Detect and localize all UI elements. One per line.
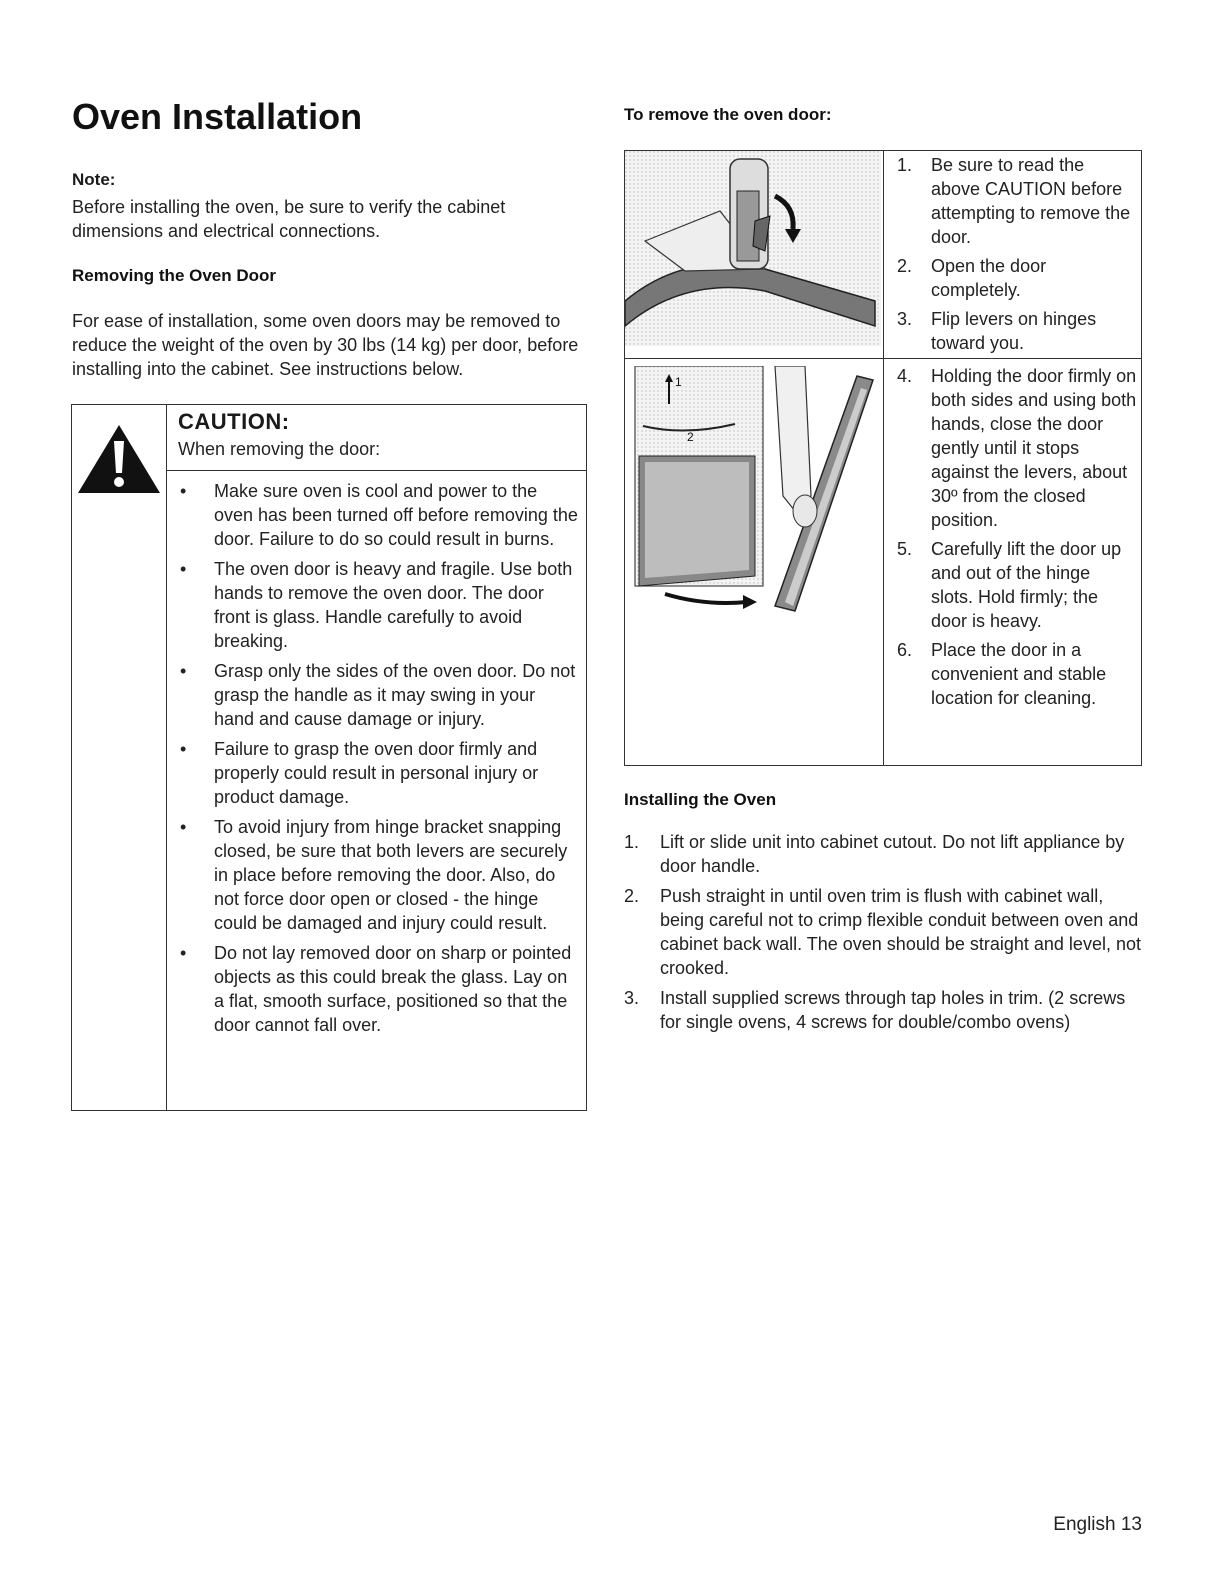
remove-steps-bottom bbox=[891, 364, 1137, 715]
step-text: Lift or slide unit into cabinet cutout. Do not lift appliance by door handle. bbox=[660, 832, 1125, 876]
installing-steps bbox=[624, 830, 1144, 1040]
list-item bbox=[891, 153, 1137, 249]
list-item bbox=[891, 638, 1137, 710]
caution-subtitle: When removing the door: bbox=[178, 439, 381, 459]
step-number: 1. bbox=[624, 832, 640, 852]
list-item bbox=[891, 307, 1137, 355]
step-text: Be sure to read the above CAUTION before attempting to remove the door. bbox=[931, 155, 1131, 247]
step-number: 1. bbox=[897, 155, 913, 175]
note-label: Note: bbox=[72, 170, 116, 189]
step-text: Holding the door firmly on both sides and using both hands, close the door gently until it stops against the levers, about 30º from the closed position. bbox=[931, 366, 1137, 530]
page-footer: English 13 bbox=[1053, 1514, 1142, 1535]
bullet: • bbox=[180, 943, 187, 963]
bullet: • bbox=[180, 739, 187, 759]
remove-door-heading: To remove the oven door: bbox=[624, 105, 832, 124]
removing-door-text: For ease of installation, some oven doors may be removed to reduce the weight of the oven by 30 lbs (14 kg) per door, before installing into the cabinet. See instructions below. bbox=[72, 311, 579, 379]
list-item bbox=[891, 254, 1137, 302]
caution-item-text: Failure to grasp the oven door firmly and properly could result in personal injury or product damage. bbox=[214, 739, 539, 807]
caution-header bbox=[166, 405, 586, 471]
caution-item-text: Do not lay removed door on sharp or pointed objects as this could break the glass. Lay on a flat, smooth surface, positioned so that the door cannot fall over. bbox=[214, 943, 572, 1035]
list-item bbox=[166, 557, 580, 653]
step-text: Push straight in until oven trim is flush with cabinet wall, being careful not to crimp flexible conduit between oven and cabinet back wall. The oven should be straight and level, not crooked. bbox=[660, 886, 1141, 978]
caution-list bbox=[166, 479, 580, 1043]
list-item bbox=[624, 830, 1144, 878]
step-number: 6. bbox=[897, 640, 913, 660]
list-item bbox=[624, 986, 1144, 1034]
remove-steps-top bbox=[891, 153, 1137, 360]
bullet: • bbox=[180, 559, 187, 579]
list-item bbox=[166, 659, 580, 731]
list-item bbox=[166, 815, 580, 935]
hinge-lever-illustration bbox=[625, 151, 881, 356]
caution-title: CAUTION: bbox=[178, 409, 290, 434]
remove-door-table bbox=[624, 150, 1142, 766]
step-label-1: 1 bbox=[675, 375, 682, 389]
step-text: Install supplied screws through tap holes in trim. (2 screws for single ovens, 4 screws for double/combo ovens) bbox=[660, 988, 1126, 1032]
warning-triangle-icon bbox=[72, 419, 166, 509]
step-text: Open the door completely. bbox=[931, 256, 1047, 300]
step-text: Flip levers on hinges toward you. bbox=[931, 309, 1097, 353]
installing-heading: Installing the Oven bbox=[624, 790, 777, 809]
bullet: • bbox=[180, 817, 187, 837]
caution-icon-column bbox=[72, 405, 167, 1110]
door-removal-illustration bbox=[625, 366, 881, 616]
table-divider bbox=[883, 151, 884, 765]
caution-item-text: To avoid injury from hinge bracket snapping closed, be sure that both levers are securely in place before removing the door. Also, do not force door open or closed - the hinge could be damaged and injury could result. bbox=[214, 817, 568, 933]
list-item bbox=[166, 479, 580, 551]
caution-item-text: Grasp only the sides of the oven door. Do not grasp the handle as it may swing in your hand and cause damage or injury. bbox=[214, 661, 576, 729]
step-number: 3. bbox=[624, 988, 640, 1008]
list-item bbox=[166, 941, 580, 1037]
list-item bbox=[891, 364, 1137, 532]
caution-item-text: Make sure oven is cool and power to the oven has been turned off before removing the door. Failure to do so could result in burns. bbox=[214, 481, 578, 549]
bullet: • bbox=[180, 661, 187, 681]
step-number: 2. bbox=[624, 886, 640, 906]
caution-box bbox=[71, 404, 587, 1111]
bullet: • bbox=[180, 481, 187, 501]
caution-item-text: The oven door is heavy and fragile. Use both hands to remove the oven door. The door front is glass. Handle carefully to avoid breaking. bbox=[214, 559, 573, 651]
page-title: Oven Installation bbox=[72, 96, 363, 137]
removing-door-heading: Removing the Oven Door bbox=[72, 266, 277, 285]
list-item bbox=[624, 884, 1144, 980]
step-number: 2. bbox=[897, 256, 913, 276]
step-number: 3. bbox=[897, 309, 913, 329]
step-number: 4. bbox=[897, 366, 913, 386]
step-text: Place the door in a convenient and stable location for cleaning. bbox=[931, 640, 1107, 708]
step-text: Carefully lift the door up and out of the hinge slots. Hold firmly; the door is heavy. bbox=[931, 539, 1122, 631]
list-item bbox=[891, 537, 1137, 633]
list-item bbox=[166, 737, 580, 809]
note-text: Before installing the oven, be sure to verify the cabinet dimensions and electrical connections. bbox=[72, 197, 506, 241]
step-label-2: 2 bbox=[687, 430, 694, 444]
step-number: 5. bbox=[897, 539, 913, 559]
